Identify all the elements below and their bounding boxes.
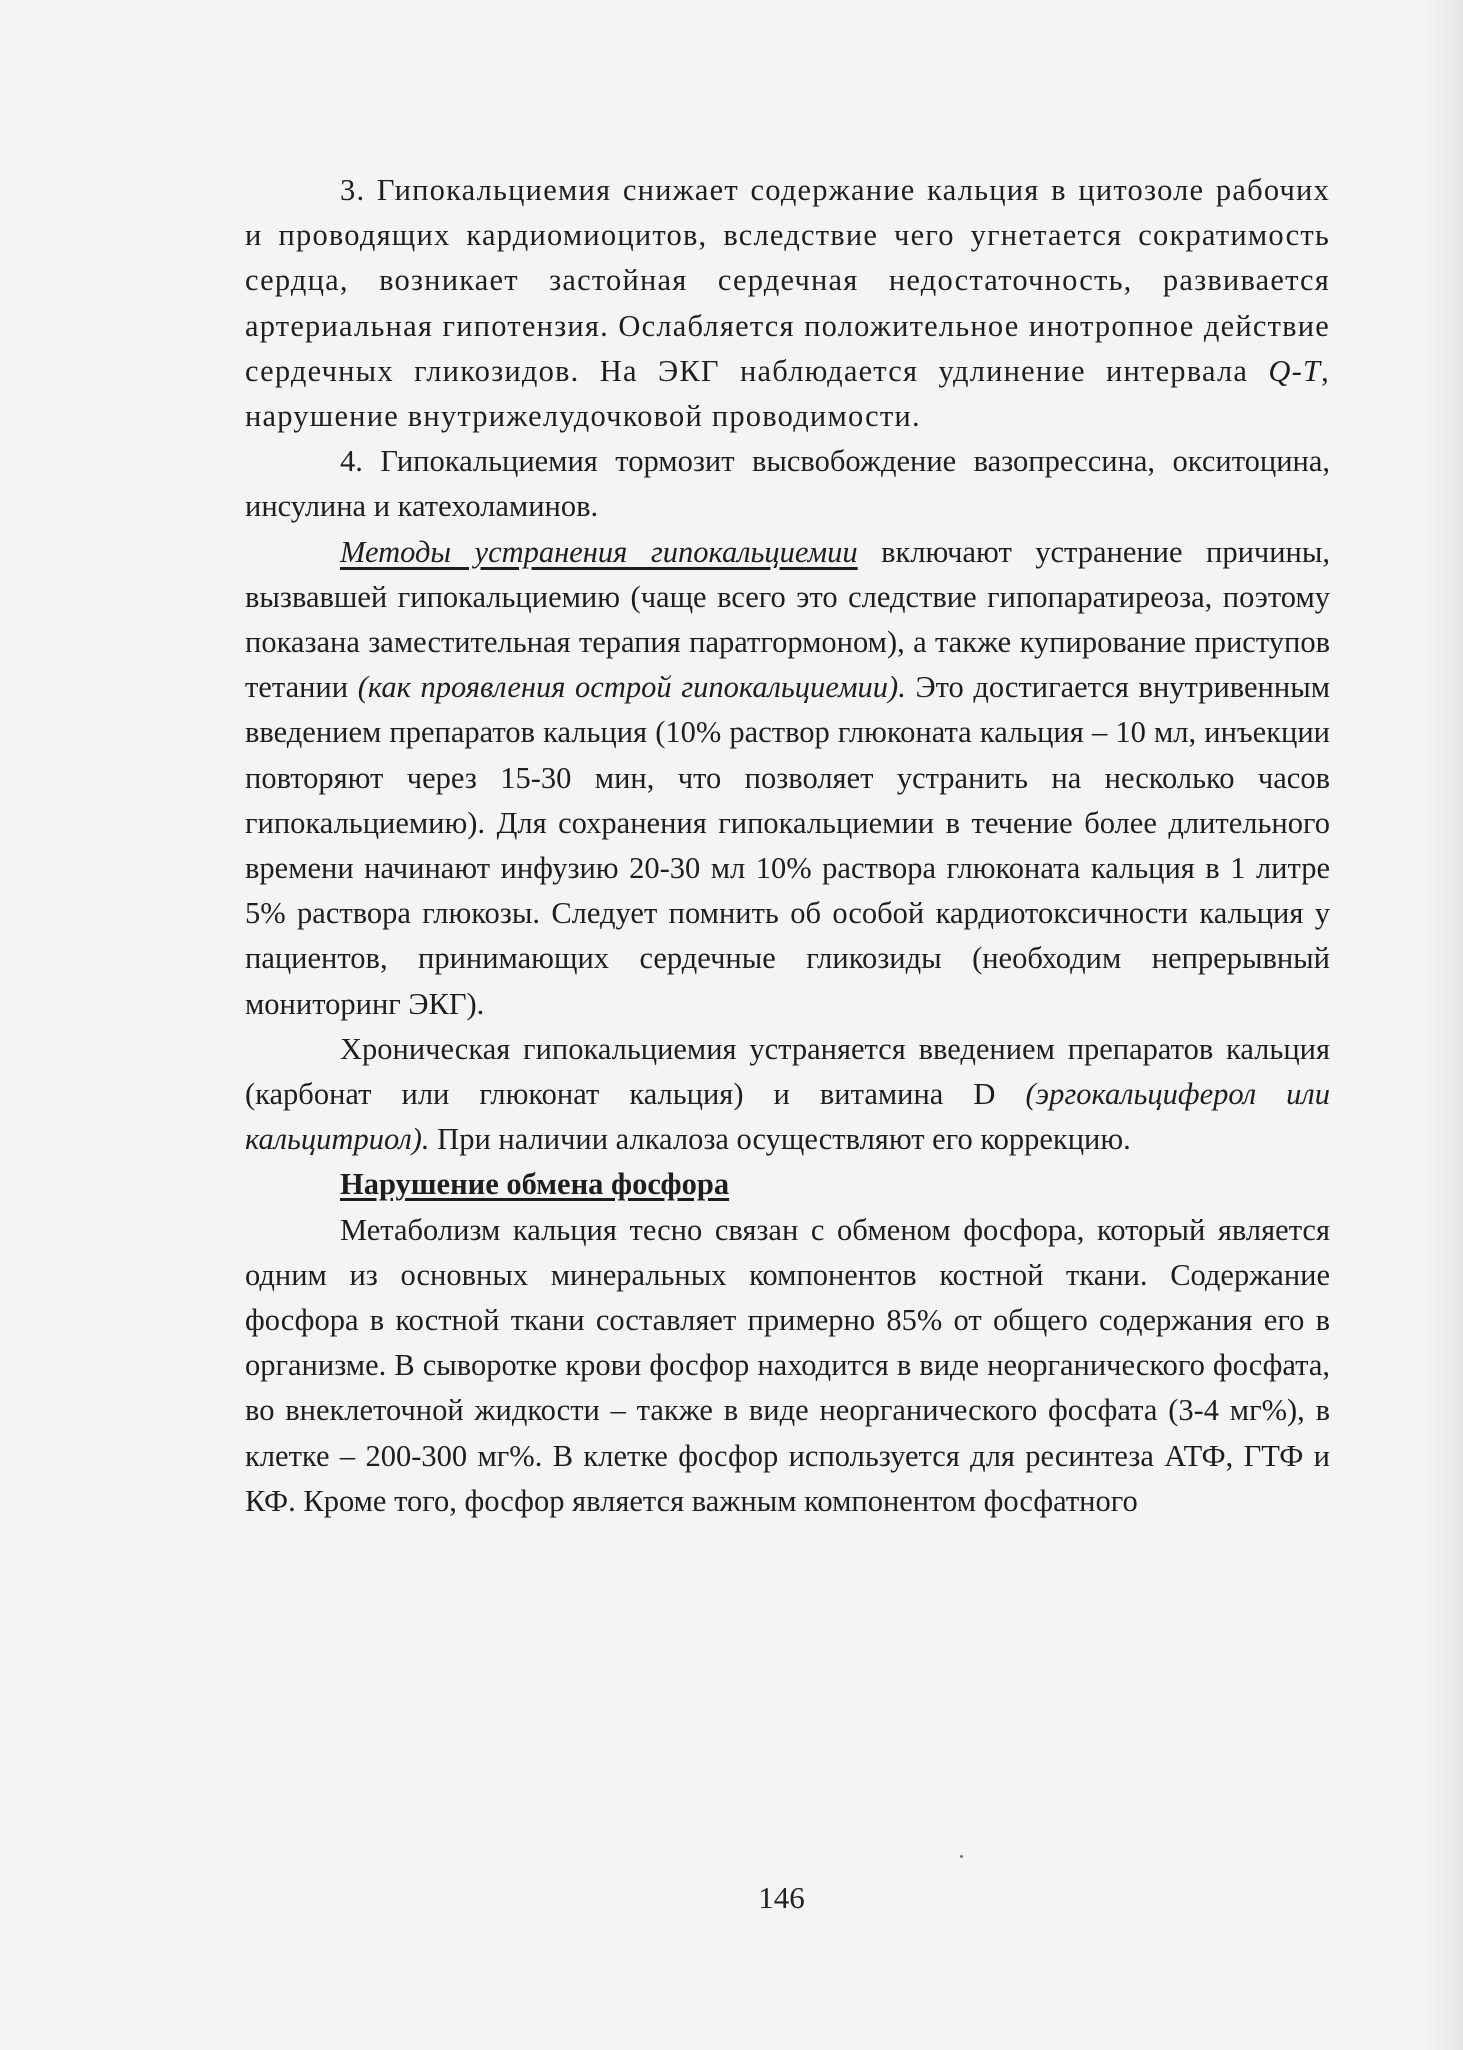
paragraph-1-text-a: 3. Гипокальциемия снижает содержание кальция в цитозоле рабочих и проводящих кардиомиоцитов, вследствие чего угнетается сократимость сердца, возникает застойная сердечная недостаточность, развивается артериальная гипотензия. Ослабляется положительное инотропное действие сердечных гликозидов. На ЭКГ наблюдается удлинение интервала [245, 173, 1330, 388]
paragraph-3-italic: (как проявления острой гипокальциемии). [357, 670, 906, 705]
paragraph-3 [245, 530, 1330, 1027]
paragraph-4-italic: (эргокальциферол или кальцитриол). [245, 1077, 1330, 1157]
paragraph-5: Метаболизм кальция тесно связан с обменом фосфора, который является одним из основных минеральных компонентов костной ткани. Содержание фосфора в костной ткани составляет примерно 85% от общего содержания его в организме. В сыворотке крови фосфор находится в виде неорганического фосфата, во внеклеточной жидкости – также в виде неорганического фосфата (3-4 мг%), в клетке – 200-300 мг%. В клетке фосфор используется для ресинтеза АТФ, ГТФ и КФ. Кроме того, фосфор является важным компонентом фосфатного [245, 1212, 1330, 1518]
paragraph-1-text-b: , нарушение внутрижелудочковой проводимости. [245, 353, 1330, 434]
page-number: 146 [758, 1880, 805, 1915]
page-text [245, 168, 1330, 1524]
qt-interval-term: Q-T [1268, 353, 1322, 388]
section-heading: Нарушение обмена фосфора [340, 1167, 730, 1202]
paragraph-4-text-b: При наличии алкалоза осуществляют его коррекцию. [429, 1122, 1131, 1157]
methods-term: Методы устранения гипокальциемии [340, 534, 858, 569]
paragraph-2: 4. Гипокальциемия тормозит высвобождение вазопрессина, окситоцина, инсулина и катехоламинов. [245, 444, 1330, 524]
paragraph-4-text-a: Хроническая гипокальциемия устраняется введением препаратов кальция (карбонат или глюконат кальция) и витамина D [245, 1031, 1330, 1112]
scan-speck [960, 1855, 963, 1858]
paragraph-3-text-b: Это достигается внутривенным введением препаратов кальция (10% раствор глюконата кальция – 10 мл, инъекции повторяют через 15-30 мин, что позволяет устранить на несколько часов гипокальциемию). Для сохранения гипокальциемии в течение более длительного времени начинают инфузию 20-30 мл 10% раствора глюконата кальция в 1 литре 5% раствора глюкозы. Следует помнить об особой кардиотоксичности кальция у пациентов, принимающих сердечные гликозиды (необходим непрерывный мониторинг ЭКГ). [245, 670, 1330, 1021]
page-edge-shadow [1425, 0, 1463, 2050]
paragraph-1 [245, 168, 1330, 439]
paragraph-4 [245, 1027, 1330, 1163]
paragraph-3-text-a: включают устранение причины, вызвавшей гипокальциемию (чаще всего это следствие гипопаратиреоза, поэтому показана заместительная терапия паратгормоном), а также купирование приступов тетании [245, 534, 1330, 705]
